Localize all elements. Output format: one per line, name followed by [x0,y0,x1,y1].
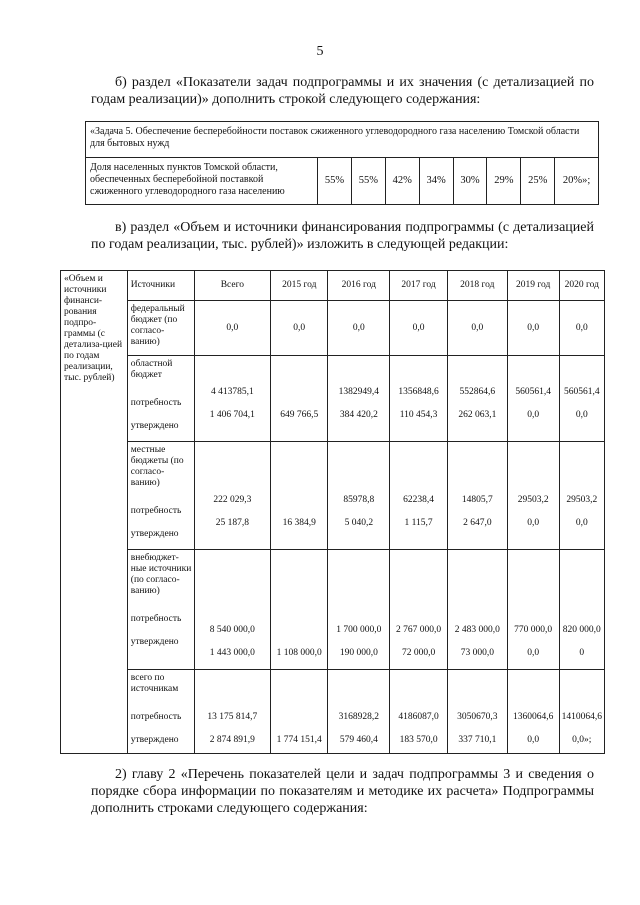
extra-need-2017: 2 767 000,0 [396,625,442,635]
local-need-2017: 62238,4 [403,495,434,505]
federal-2016: 0,0 [328,301,390,356]
regional-2019-cell [507,356,559,442]
indicator-name-cell: Доля населенных пунктов Томской области, обеспеченных бесперебойной поставкой сжиженного углеводородного газа населению [86,158,318,205]
paragraph-2: 2) главу 2 «Перечень показателей цели и задач подпрограммы 3 и сведения о порядке сбора информации по показателям и методике их расчета» Подпрограммы дополнить строками следующего содержания: [91,767,594,816]
local-2020-cell [559,442,604,550]
total-need-2017: 4186087,0 [398,712,439,722]
local-budgets-label: местные бюджеты (по согласо-ванию) [130,445,184,488]
header-2019: 2019 год [507,271,559,301]
total-2017-cell [390,670,448,754]
total-need-2019: 1360064,6 [512,712,554,722]
regional-need-2017: 1356848,6 [398,387,439,397]
total-approved-label: утверждено [130,735,179,745]
regional-2020-cell [559,356,604,442]
federal-2015: 0,0 [271,301,328,356]
financing-table [60,270,605,754]
total-appr-2020: 0,0»; [572,735,592,745]
regional-need-label: потребность [130,398,182,408]
local-2015-cell [271,442,328,550]
regional-appr-total: 1 406 704,1 [209,410,255,420]
local-appr-total: 25 187,8 [215,518,249,528]
local-appr-2019: 0,0 [527,518,540,528]
extra-total-cell [194,550,270,670]
extra-appr-2019: 0,0 [527,648,540,658]
extra-need-label: потребность [130,614,182,624]
value-2018: 29% [487,158,521,205]
all-sources-cell [127,670,194,754]
extrabudgetary-label: внебюджет-ные источники (по согласо-ванию) [130,553,192,596]
total-2018-cell [447,670,507,754]
header-2017: 2017 год [390,271,448,301]
local-appr-2016: 5 040,2 [344,518,374,528]
regional-2016-cell [328,356,390,442]
extra-appr-2016: 190 000,0 [339,648,378,658]
extra-need-2016: 1 700 000,0 [336,625,382,635]
extra-appr-total: 1 443 000,0 [209,648,255,658]
total-appr-2017: 183 570,0 [399,735,438,745]
regional-appr-2018: 262 063,1 [458,410,497,420]
total-need-2016: 3168928,2 [338,712,379,722]
regional-appr-2020: 0,0 [575,410,588,420]
extra-2019-cell [507,550,559,670]
local-2016-cell [328,442,390,550]
extra-need-2020: 820 000,0 [562,625,601,635]
regional-need-total: 4 413785,1 [210,387,254,397]
extra-need-2018: 2 483 000,0 [454,625,500,635]
header-total: Всего [194,271,270,301]
value-2013: 55% [318,158,352,205]
local-appr-2020: 0,0 [575,518,588,528]
total-need-label: потребность [130,712,182,722]
extra-need-total: 8 540 000,0 [209,625,255,635]
page-number: 5 [316,44,324,59]
regional-2017-cell [390,356,448,442]
total-appr-2018: 337 710,1 [458,735,497,745]
regional-2015-cell [271,356,328,442]
extra-need-2015 [273,625,325,636]
regional-total-cell [194,356,270,442]
extra-2015-cell [271,550,328,670]
value-2020: 20%»; [555,158,599,205]
total-appr-total: 2 874 891,9 [209,735,255,745]
value-2014: 55% [351,158,385,205]
value-2015: 42% [385,158,419,205]
federal-2020: 0,0 [559,301,604,356]
task-5-cell: «Задача 5. Обеспечение бесперебойности поставок сжиженного углеводородного газа населению Томской области для бытовых нужд [86,122,599,158]
regional-need-2016: 1382949,4 [338,387,379,397]
paragraph-v: в) раздел «Объем и источники финансирования подпрограммы (с детализацией по годам реализации, тыс. рублей)» изложить в следующей редакции: [91,220,594,252]
total-appr-2016: 579 460,4 [339,735,378,745]
local-appr-2018: 2 647,0 [463,518,492,528]
total-total-cell [194,670,270,754]
header-2016: 2016 год [328,271,390,301]
regional-budget-label: областной бюджет [130,359,173,380]
header-2018: 2018 год [447,271,507,301]
regional-appr-2017: 110 454,3 [399,410,438,420]
local-need-total: 222 029,3 [213,495,252,505]
extra-need-2019: 770 000,0 [514,625,553,635]
federal-budget-label: федеральный бюджет (по согласо-ванию) [127,301,194,356]
regional-approved-label: утверждено [130,421,179,431]
local-need-2020: 29503,2 [566,495,598,505]
regional-appr-2016: 384 420,2 [339,410,378,420]
regional-need-2015 [273,387,325,398]
extra-approved-label: утверждено [130,637,179,647]
local-2018-cell [447,442,507,550]
extra-2016-cell [328,550,390,670]
header-2020: 2020 год [559,271,604,301]
total-appr-2019: 0,0 [527,735,540,745]
local-appr-2015: 16 384,9 [282,518,316,528]
regional-appr-2015: 649 766,5 [280,410,319,420]
total-2020-cell [559,670,604,754]
local-need-2016: 85978,8 [343,495,375,505]
value-2016: 34% [419,158,453,205]
local-2017-cell [390,442,448,550]
local-total-cell [194,442,270,550]
total-appr-2015: 1 774 151,4 [276,735,322,745]
extra-2020-cell [559,550,604,670]
regional-budget-cell [127,356,194,442]
header-2015: 2015 год [271,271,328,301]
task-indicator-table [85,121,599,205]
total-need-total: 13 175 814,7 [207,712,258,722]
extrabudgetary-cell [127,550,194,670]
local-need-label: потребность [130,506,182,516]
header-sources: Источники [127,271,194,301]
all-sources-label: всего по источникам [130,673,179,694]
paragraph-b: б) раздел «Показатели задач подпрограммы и их значения (с детализацией по годам реализации)» дополнить строкой следующего содержания: [91,75,594,107]
extra-appr-2015: 1 108 000,0 [276,648,322,658]
federal-2017: 0,0 [390,301,448,356]
value-2019: 25% [521,158,555,205]
extra-appr-2018: 73 000,0 [460,648,494,658]
local-2019-cell [507,442,559,550]
total-need-2020: 1410064,6 [561,712,602,722]
extra-appr-2017: 72 000,0 [401,648,436,658]
extra-appr-2020: 0 [579,648,585,658]
total-2015-cell [271,670,328,754]
total-need-2015 [273,712,325,723]
local-budgets-cell [127,442,194,550]
financing-side-label: «Объем и источники финанси-рования подпро-граммы (с детализа-цией по годам реализации, тыс. рублей) [61,271,128,754]
extra-2017-cell [390,550,448,670]
regional-need-2018: 552864,6 [459,387,496,397]
federal-2018: 0,0 [447,301,507,356]
regional-need-2019: 560561,4 [515,387,551,397]
federal-total: 0,0 [194,301,270,356]
local-approved-label: утверждено [130,529,179,539]
local-need-2019: 29503,2 [517,495,549,505]
regional-2018-cell [447,356,507,442]
extra-2018-cell [447,550,507,670]
total-need-2018: 3050670,3 [457,712,498,722]
local-appr-2017: 1 115,7 [404,518,433,528]
total-2016-cell [328,670,390,754]
value-2017: 30% [453,158,487,205]
federal-2019: 0,0 [507,301,559,356]
local-need-2018: 14805,7 [461,495,493,505]
total-2019-cell [507,670,559,754]
regional-need-2020: 560561,4 [563,387,600,397]
local-need-2015 [273,495,325,506]
regional-appr-2019: 0,0 [527,410,540,420]
